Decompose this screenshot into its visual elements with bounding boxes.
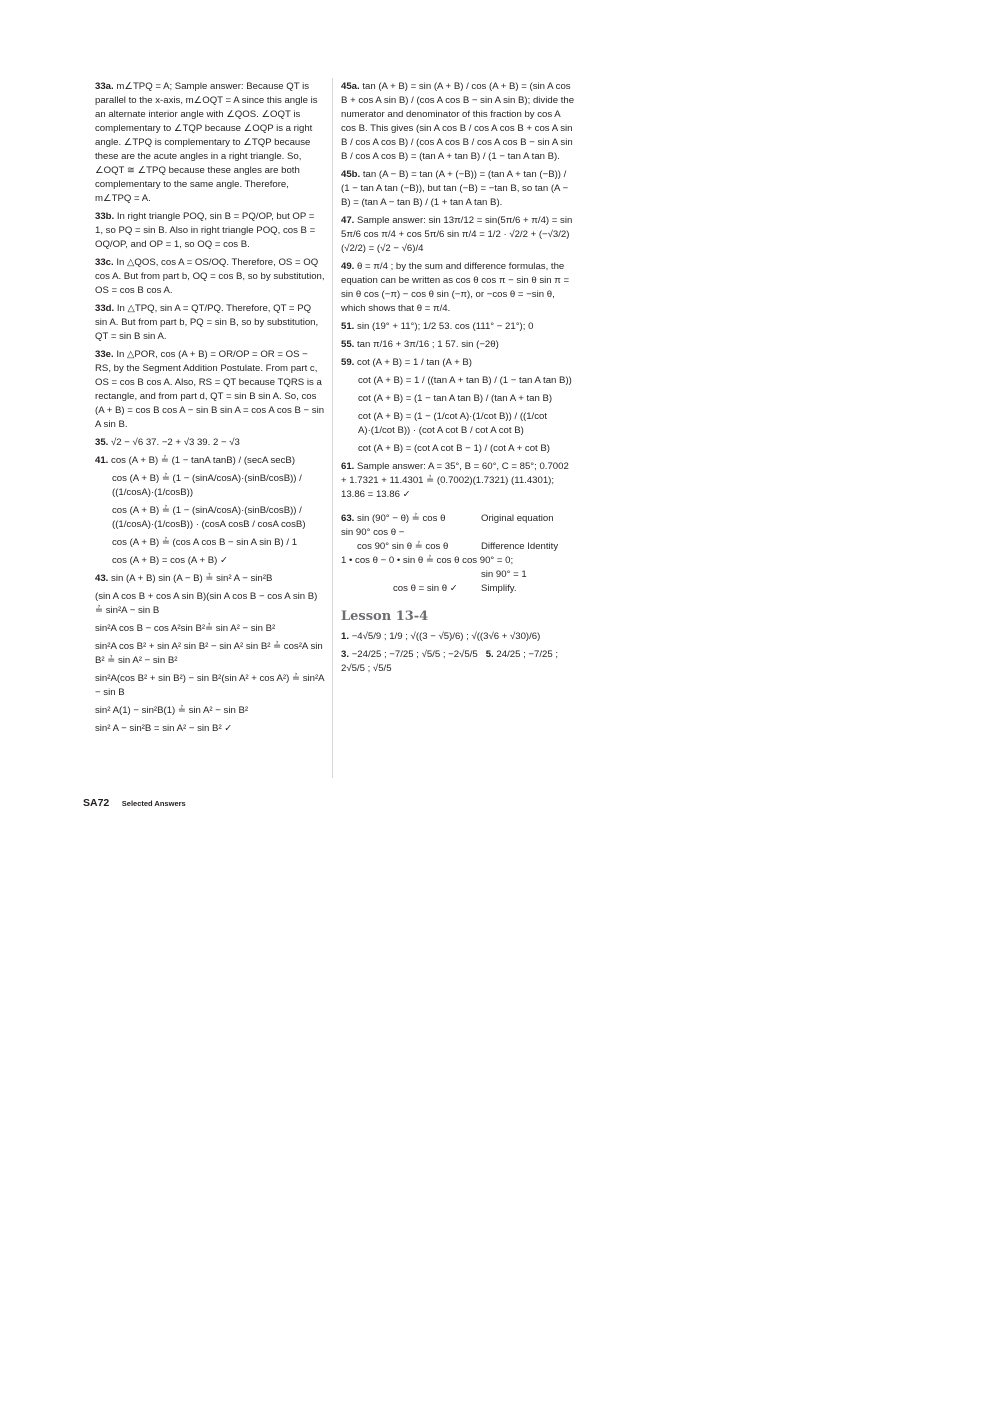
answer-number: 35. [95,437,109,448]
lesson-answer-line [341,630,576,644]
answer-item [95,472,325,500]
answer-text: 24/25 ; −7/25 ; 2√5/5 ; √5/5 [341,649,559,674]
answer-number: 33c. [95,257,114,268]
answer-text: cos (A + B) ≟ (1 − (sinA/cosA)·(sinB/cosB)) / ((1/cosA)·(1/cosB)) · (cosA cosB / cosA cosB) [112,505,306,530]
proof-statement: cos 90° sin θ ≟ cos θ [357,541,449,552]
answer-item [95,348,325,432]
answer-text: sin²A(cos B² + sin B²) − sin B²(sin A² + cos A²) ≟ sin²A − sin B [95,673,325,698]
answer-number: 51. [341,321,355,332]
proof-row [341,540,576,554]
answer-text: m∠TPQ = A; Sample answer: Because QT is parallel to the x-axis, m∠OQT = A since this angle is an alternate interior angle with ∠QOS. ∠OQT is complementary to ∠TQP because ∠OQP is a right angle. ∠TPQ is complementary to ∠TQP because these are the acute angles in a right triangle. So, ∠OQT ≅ ∠TPQ because these angles are both complementary to the same angle. Therefore, m∠TPQ = A. [95,81,318,204]
answer-item [95,302,325,344]
answer-number: 33d. [95,303,115,314]
answer-text: Sample answer: sin 13π/12 = sin(5π/6 + π/4) = sin 5π/6 cos π/4 + cos 5π/6 sin π/4 = 1/2 · √2/2 + (−√3/2)(√2/2) = (√2 − √6)/4 [341,215,573,254]
answer-text: tan (A + B) = sin (A + B) / cos (A + B) = (sin A cos B + cos A sin B) / (cos A cos B − sin A sin B); divide the numerator and denominator of this fraction by cos A cos B. This gives (sin A cos B / cos A cos B + cos A sin B / cos A cos B) / (cos A cos B / cos A cos B − sin A sin B / cos A cos B) = (tan A + tan B) / (1 − tan A tan B). [341,81,575,162]
answer-text: cot (A + B) = (1 − (1/cot A)·(1/cot B)) / ((1/cot A)·(1/cot B)) · (cot A cot B / cot A cot B) [358,411,548,436]
answer-text: cos (A + B) ≟ (1 − tanA tanB) / (secA secB) [111,455,296,466]
answer-text: sin (A + B) sin (A − B) ≟ sin² A − sin²B [111,573,273,584]
lesson-heading: Lesson 13-4 [341,609,429,624]
answer-number: 5. [485,649,494,660]
page-footer [83,797,186,809]
answer-item [341,460,576,502]
right-answer-list [341,80,576,506]
answer-text: In △QOS, cos A = OS/OQ. Therefore, OS = OQ cos A. But from part b, OQ = cos B, so by substitution, OS = cos B cos A. [95,257,325,296]
page-number: SA72 [83,797,110,809]
answer-text: Sample answer: A = 35°, B = 60°, C = 85°; 0.7002 + 1.7321 + 11.4301 ≟ (0.7002)(1.7321) (11.4301); 13.86 = 13.86 ✓ [341,461,569,500]
answer-item [95,722,325,736]
answer-text: tan π/16 + 3π/16 ; 1 57. sin (−2θ) [357,339,499,350]
answer-item [341,356,576,370]
answer-text: cos (A + B) ≟ (1 − (sinA/cosA)·(sinB/cosB)) / ((1/cosA)·(1/cosB)) [112,473,302,498]
answer-item [95,454,325,468]
answer-item [95,672,325,700]
answer-text: sin²A cos B² + sin A² sin B² − sin A² sin B² ≟ cos²A sin B² ≟ sin A² − sin B² [95,641,323,666]
answer-item [341,374,576,388]
answer-text: θ = π/4 ; by the sum and difference formulas, the equation can be written as cos θ cos π − sin θ sin π = sin θ cos (−π) − cos θ sin (−π), or −cos θ = −sin θ, which shows that θ = π/4. [341,261,570,314]
answer-text: sin (19° + 11°); 1/2 53. cos (111° − 21°); 0 [357,321,534,332]
answer-item [341,168,576,210]
answer-item [341,320,576,334]
answer-text: cos (A + B) = cos (A + B) ✓ [112,555,229,566]
answer-item [95,256,325,298]
answer-item [341,410,576,438]
answer-text: −24/25 ; −7/25 ; √5/5 ; −2√5/5 [351,649,478,660]
answer-text: (sin A cos B + cos A sin B)(sin A cos B − cos A sin B) ≟ sin²A − sin B [95,591,318,616]
answer-item [341,392,576,406]
answer-number: 33b. [95,211,115,222]
answer-item [341,260,576,316]
answer-text: cot (A + B) = 1 / tan (A + B) [357,357,472,368]
proof-statement: 1 • cos θ − 0 • sin θ ≟ cos θ cos 90° = 0; [341,555,514,566]
answer-item [95,554,325,568]
answer-number: 63. [341,513,355,524]
answer-item [341,442,576,456]
answer-item [95,704,325,718]
answer-text: tan (A − B) = tan (A + (−B)) = (tan A + tan (−B)) / (1 − tan A tan (−B)), but tan (−B) = −tan B, so tan (A − B) = (tan A − tan B) / (1 + tan A tan B). [341,169,569,208]
proof-row [341,512,576,526]
answer-text: cot (A + B) = 1 / ((tan A + tan B) / (1 − tan A tan B)) [358,375,572,386]
proof-row [341,554,576,568]
answer-item [95,572,325,586]
left-answer-column [95,80,325,740]
proof-statement: sin 90° cos θ − [341,527,405,538]
answer-item [341,80,576,164]
proof-reason: sin 90° = 1 [481,569,527,580]
proof-row [341,582,576,596]
answer-number: 41. [95,455,109,466]
answer-number: 33e. [95,349,114,360]
answer-text: cos (A + B) ≟ (cos A cos B − sin A sin B) / 1 [112,537,298,548]
answer-number: 55. [341,339,355,350]
answer-number: 47. [341,215,355,226]
right-answer-column [341,80,576,676]
lesson-answer-line [341,648,576,676]
answer-item [95,590,325,618]
answer-item [341,338,576,352]
answer-item [95,536,325,550]
answer-text: cot (A + B) = (1 − tan A tan B) / (tan A + tan B) [358,393,553,404]
answer-text: In △POR, cos (A + B) = OR/OP = OR = OS − RS, by the Segment Addition Postulate. From part c, OS = cos B cos A. Also, RS = QT because TQRS is a rectangle, and from part d, QT = sin B sin A. So, cos (A + B) = cos B cos A − sin B sin A = cos A cos B − sin A sin B. [95,349,325,430]
proof-reason: Simplify. [481,583,517,594]
answer-text: √2 − √6 37. −2 + √3 39. 2 − √3 [111,437,240,448]
answer-text: −4√5/9 ; 1/9 ; √((3 − √5)/6) ; √((3√6 + √30)/6) [351,631,541,642]
answer-number: 59. [341,357,355,368]
answer-text: sin² A − sin²B = sin A² − sin B² ✓ [95,723,233,734]
answer-text: sin²A cos B − cos A²sin B²≟ sin A² − sin B² [95,623,276,634]
answer-text: cot (A + B) = (cot A cot B − 1) / (cot A + cot B) [358,443,550,454]
proof-reason: Difference Identity [481,541,559,552]
answer-number: 45a. [341,81,360,92]
answer-item [341,214,576,256]
answer-number: 43. [95,573,109,584]
answer-number: 1. [341,631,350,642]
answer-number: 3. [341,649,350,660]
proof-row [341,526,576,540]
answer-text: In △TPQ, sin A = QT/PQ. Therefore, QT = PQ sin A. But from part b, PQ = sin B, so by substitution, QT = sin B sin A. [95,303,319,342]
proof-statement [341,568,481,582]
proof-statement: sin (90° − θ) ≟ cos θ [357,513,446,524]
column-divider [332,78,333,778]
answer-63 [341,512,576,596]
answer-number: 49. [341,261,355,272]
answer-item [95,622,325,636]
answer-item [95,210,325,252]
answer-text: sin² A(1) − sin²B(1) ≟ sin A² − sin B² [95,705,249,716]
answer-item [95,640,325,668]
answer-item [95,80,325,206]
answer-number: 61. [341,461,355,472]
answer-item [95,436,325,450]
answer-number: 45b. [341,169,361,180]
answer-item [95,504,325,532]
proof-statement: cos θ = sin θ ✓ [393,583,458,594]
answer-number: 33a. [95,81,114,92]
footer-label: Selected Answers [121,799,186,808]
proof-reason: Original equation [481,513,554,524]
answer-text: In right triangle POQ, sin B = PQ/OP, but OP = 1, so PQ = sin B. Also in right triangle POQ, cos B = OQ/OP, and OP = 1, so OQ = cos B. [95,211,316,250]
proof-row [341,568,576,582]
